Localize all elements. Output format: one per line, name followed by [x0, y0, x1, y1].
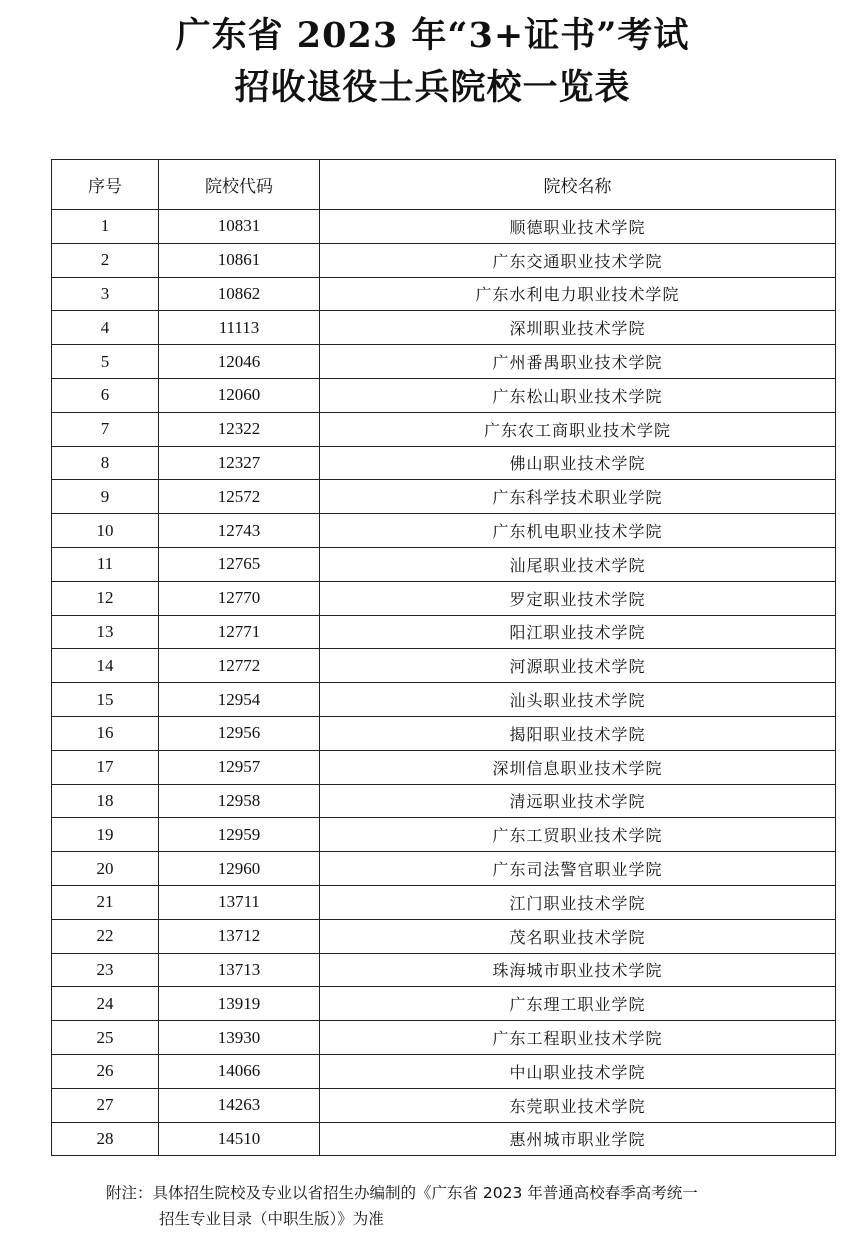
cell-school-code: 12770	[159, 581, 320, 615]
table-row	[52, 750, 836, 784]
cell-school-code: 11113	[159, 311, 320, 345]
cell-serial-number: 16	[52, 716, 159, 750]
cell-school-name: 广东机电职业技术学院	[320, 514, 836, 548]
cell-school-code: 10861	[159, 243, 320, 277]
cell-school-code: 13930	[159, 1021, 320, 1055]
cell-school-code: 12572	[159, 480, 320, 514]
cell-school-name: 东莞职业技术学院	[320, 1088, 836, 1122]
footnote-line-1: 附注：具体招生院校及专业以省招生办编制的《广东省 2023 年普通高校春季高考统一	[106, 1184, 698, 1202]
schools-table-container	[51, 159, 835, 1156]
cell-serial-number: 19	[52, 818, 159, 852]
cell-serial-number: 13	[52, 615, 159, 649]
cell-serial-number: 26	[52, 1054, 159, 1088]
cell-school-name: 河源职业技术学院	[320, 649, 836, 683]
cell-serial-number: 3	[52, 277, 159, 311]
cell-serial-number: 22	[52, 919, 159, 953]
cell-school-name: 广东司法警官职业学院	[320, 852, 836, 886]
cell-school-name: 惠州城市职业学院	[320, 1122, 836, 1156]
table-row	[52, 446, 836, 480]
table-row	[52, 683, 836, 717]
table-row	[52, 378, 836, 412]
table-row	[52, 852, 836, 886]
cell-school-code: 13713	[159, 953, 320, 987]
cell-serial-number: 12	[52, 581, 159, 615]
cell-school-code: 10862	[159, 277, 320, 311]
cell-school-name: 珠海城市职业技术学院	[320, 953, 836, 987]
cell-serial-number: 23	[52, 953, 159, 987]
table-row	[52, 1088, 836, 1122]
cell-school-name: 深圳职业技术学院	[320, 311, 836, 345]
table-row	[52, 547, 836, 581]
table-row	[52, 581, 836, 615]
cell-serial-number: 7	[52, 412, 159, 446]
cell-school-code: 12060	[159, 378, 320, 412]
cell-serial-number: 18	[52, 784, 159, 818]
table-row	[52, 649, 836, 683]
cell-school-name: 广东工贸职业技术学院	[320, 818, 836, 852]
cell-school-code: 12960	[159, 852, 320, 886]
table-row	[52, 784, 836, 818]
cell-school-code: 12957	[159, 750, 320, 784]
cell-serial-number: 14	[52, 649, 159, 683]
cell-serial-number: 5	[52, 345, 159, 379]
cell-serial-number: 8	[52, 446, 159, 480]
cell-school-code: 12958	[159, 784, 320, 818]
cell-serial-number: 28	[52, 1122, 159, 1156]
cell-school-name: 广东理工职业学院	[320, 987, 836, 1021]
cell-school-name: 广州番禺职业技术学院	[320, 345, 836, 379]
table-row	[52, 885, 836, 919]
cell-school-code: 12765	[159, 547, 320, 581]
document-title-line-1: 广东省 2023 年“3+证书”考试	[175, 15, 690, 56]
table-row	[52, 1021, 836, 1055]
cell-school-code: 14263	[159, 1088, 320, 1122]
table-row	[52, 1122, 836, 1156]
cell-serial-number: 17	[52, 750, 159, 784]
cell-school-name: 广东科学技术职业学院	[320, 480, 836, 514]
table-row	[52, 277, 836, 311]
cell-serial-number: 24	[52, 987, 159, 1021]
table-row	[52, 243, 836, 277]
cell-serial-number: 21	[52, 885, 159, 919]
cell-serial-number: 15	[52, 683, 159, 717]
table-row	[52, 210, 836, 244]
cell-serial-number: 10	[52, 514, 159, 548]
cell-serial-number: 27	[52, 1088, 159, 1122]
cell-school-code: 12771	[159, 615, 320, 649]
cell-school-code: 13919	[159, 987, 320, 1021]
table-row	[52, 514, 836, 548]
table-row	[52, 345, 836, 379]
cell-serial-number: 20	[52, 852, 159, 886]
cell-school-code: 12743	[159, 514, 320, 548]
header-serial-number: 序号	[52, 160, 159, 210]
table-row	[52, 818, 836, 852]
cell-school-name: 罗定职业技术学院	[320, 581, 836, 615]
cell-school-name: 茂名职业技术学院	[320, 919, 836, 953]
table-row	[52, 311, 836, 345]
cell-school-name: 阳江职业技术学院	[320, 615, 836, 649]
cell-school-code: 12956	[159, 716, 320, 750]
footnote	[106, 1180, 822, 1232]
cell-school-name: 顺德职业技术学院	[320, 210, 836, 244]
cell-school-name: 揭阳职业技术学院	[320, 716, 836, 750]
cell-school-name: 佛山职业技术学院	[320, 446, 836, 480]
cell-school-name: 广东松山职业技术学院	[320, 378, 836, 412]
table-row	[52, 480, 836, 514]
cell-serial-number: 11	[52, 547, 159, 581]
cell-school-code: 12046	[159, 345, 320, 379]
footnote-line-2: 招生专业目录（中职生版）》为准	[159, 1210, 384, 1228]
table-row	[52, 412, 836, 446]
table-row	[52, 716, 836, 750]
header-school-name: 院校名称	[320, 160, 836, 210]
table-row	[52, 919, 836, 953]
table-row	[52, 987, 836, 1021]
table-row	[52, 615, 836, 649]
cell-school-code: 10831	[159, 210, 320, 244]
cell-school-name: 广东交通职业技术学院	[320, 243, 836, 277]
cell-serial-number: 6	[52, 378, 159, 412]
cell-school-code: 13711	[159, 885, 320, 919]
table-row	[52, 953, 836, 987]
cell-school-name: 深圳信息职业技术学院	[320, 750, 836, 784]
cell-serial-number: 9	[52, 480, 159, 514]
cell-school-code: 12954	[159, 683, 320, 717]
cell-school-code: 14510	[159, 1122, 320, 1156]
cell-serial-number: 4	[52, 311, 159, 345]
cell-school-name: 广东工程职业技术学院	[320, 1021, 836, 1055]
document-title-line-2: 招收退役士兵院校一览表	[234, 67, 631, 108]
cell-school-code: 12322	[159, 412, 320, 446]
cell-school-code: 12959	[159, 818, 320, 852]
cell-school-code: 12327	[159, 446, 320, 480]
cell-serial-number: 1	[52, 210, 159, 244]
table-body	[52, 210, 836, 1156]
cell-school-name: 中山职业技术学院	[320, 1054, 836, 1088]
table-row	[52, 1054, 836, 1088]
table-header-row	[52, 160, 836, 210]
cell-school-name: 清远职业技术学院	[320, 784, 836, 818]
cell-school-name: 江门职业技术学院	[320, 885, 836, 919]
cell-school-name: 广东农工商职业技术学院	[320, 412, 836, 446]
schools-table	[51, 159, 836, 1156]
header-school-code: 院校代码	[159, 160, 320, 210]
cell-school-code: 12772	[159, 649, 320, 683]
cell-school-code: 14066	[159, 1054, 320, 1088]
cell-school-code: 13712	[159, 919, 320, 953]
cell-school-name: 汕尾职业技术学院	[320, 547, 836, 581]
cell-school-name: 汕头职业技术学院	[320, 683, 836, 717]
cell-school-name: 广东水利电力职业技术学院	[320, 277, 836, 311]
cell-serial-number: 25	[52, 1021, 159, 1055]
cell-serial-number: 2	[52, 243, 159, 277]
